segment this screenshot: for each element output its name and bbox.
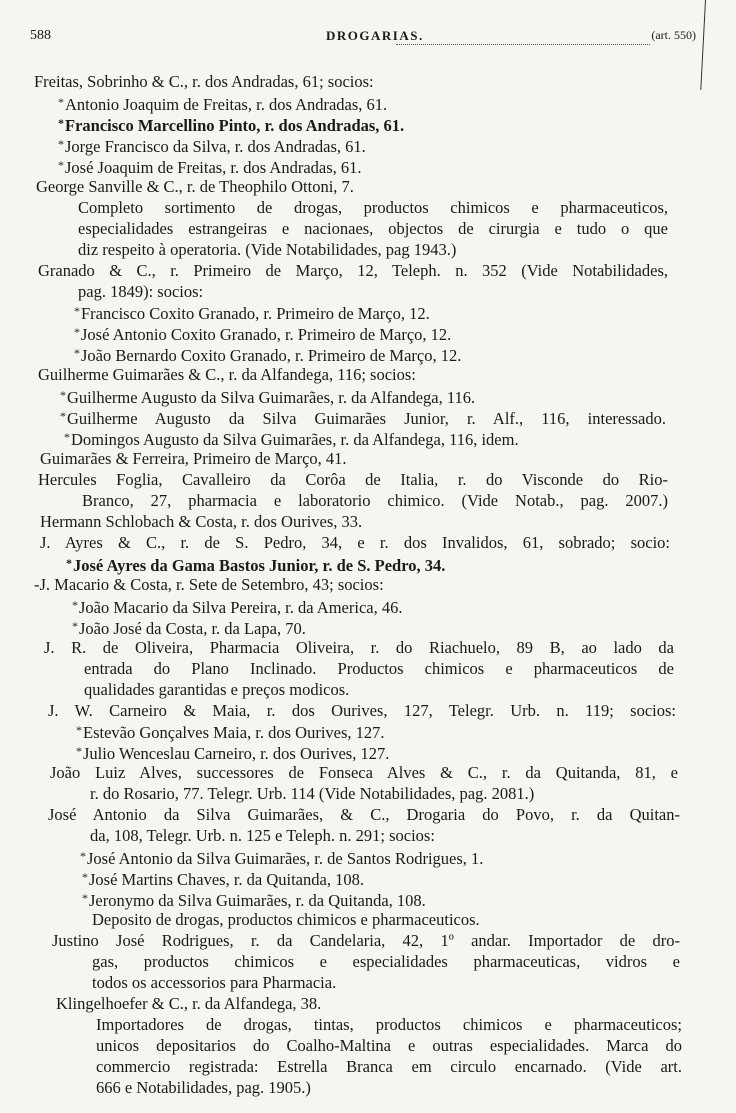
listing-line xyxy=(96,1035,682,1056)
partner-mark-icon: * xyxy=(80,849,86,864)
directory-listing xyxy=(0,71,736,1106)
partner-mark-icon: * xyxy=(58,157,64,172)
listing-text: pag. 1849): socios: xyxy=(78,281,204,301)
listing-text: Julio Wenceslau Carneiro, r. dos Ourives, 127. xyxy=(83,744,390,764)
listing-line xyxy=(78,239,456,260)
listing-line xyxy=(34,574,384,595)
listing-text: entrada do Plano Inclinado. Productos chimicos e pharmaceuticos de xyxy=(84,658,674,678)
partner-mark-icon: * xyxy=(64,430,70,445)
partner-mark-icon: * xyxy=(76,723,82,738)
listing-line xyxy=(96,1014,682,1035)
listing-text: Hermann Schlobach & Costa, r. dos Ourives, 33. xyxy=(40,511,363,531)
listing-text: qualidades garantidas e preços modicos. xyxy=(84,679,350,699)
listing-line xyxy=(72,616,306,637)
partner-mark-icon: * xyxy=(82,891,88,906)
listing-text: especialidades estrangeiras e nacionaes, objectos de cirurgia e tudo o que xyxy=(78,218,668,238)
page-number: 588 xyxy=(30,28,51,43)
listing-line xyxy=(76,741,389,762)
listing-line xyxy=(74,322,451,343)
listing-line xyxy=(36,176,354,197)
listing-text: unicos depositarios do Coalho-Maltina e outras especialidades. Marca do xyxy=(96,1035,682,1055)
partner-mark-icon: * xyxy=(58,94,64,109)
listing-text: Domingos Augusto da Silva Guimarães, r. da Alfandega, 116, idem. xyxy=(71,430,519,450)
listing-text: Antonio Joaquim de Freitas, r. dos Andradas, 61. xyxy=(65,94,388,114)
listing-line xyxy=(48,804,680,825)
listing-text: Justino José Rodrigues, r. da Candelaria, 42, 1º andar. Importador de dro- xyxy=(52,930,680,950)
listing-line xyxy=(60,406,666,427)
listing-line xyxy=(50,762,678,783)
listing-text: Hercules Foglia, Cavalleiro da Corôa de Italia, r. do Visconde do Rio- xyxy=(38,470,668,490)
listing-line xyxy=(40,511,362,532)
listing-text: João Bernardo Coxito Granado, r. Primeiro de Março, 12. xyxy=(81,346,462,366)
listing-line xyxy=(96,1056,682,1077)
listing-text: João José da Costa, r. da Lapa, 70. xyxy=(79,618,306,638)
listing-text: Guilherme Augusto da Silva Guimarães Junior, r. Alf., 116, interessado. xyxy=(67,409,666,429)
header-rule xyxy=(396,44,650,45)
listing-text: diz respeito à operatoria. (Vide Notabilidades, pag 1943.) xyxy=(78,239,457,259)
listing-text: José Antonio da Silva Guimarães, r. de Santos Rodrigues, 1. xyxy=(87,849,484,869)
listing-text: todos os accessorios para Pharmacia. xyxy=(92,972,337,992)
listing-line xyxy=(80,846,483,867)
listing-text: r. do Rosario, 77. Telegr. Urb. 114 (Vide Notabilidades, pag. 2081.) xyxy=(90,784,535,804)
partner-mark-icon: * xyxy=(74,346,80,361)
listing-text: da, 108, Telegr. Urb. n. 125 e Teleph. n. 291; socios: xyxy=(90,826,435,846)
listing-line xyxy=(56,993,321,1014)
listing-text: José Antonio Coxito Granado, r. Primeiro de Março, 12. xyxy=(81,325,452,345)
listing-text: Jorge Francisco da Silva, r. dos Andradas, 61. xyxy=(65,136,366,156)
listing-line xyxy=(34,71,374,92)
listing-line xyxy=(48,700,676,721)
listing-line xyxy=(38,469,668,490)
listing-text: J. Ayres & C., r. de S. Pedro, 34, e r. dos Invalidos, 61, sobrado; socio: xyxy=(40,532,670,552)
listing-line xyxy=(66,553,445,574)
listing-line xyxy=(74,301,430,322)
listing-text: José Antonio da Silva Guimarães, & C., Drogaria do Povo, r. da Quitan- xyxy=(48,805,680,825)
partner-mark-icon: * xyxy=(82,870,88,885)
listing-text: Guilherme Augusto da Silva Guimarães, r. da Alfandega, 116. xyxy=(67,388,476,408)
partner-mark-icon: * xyxy=(74,304,80,319)
listing-text: Guilherme Guimarães & C., r. da Alfandega, 116; socios: xyxy=(38,365,416,385)
partner-mark-icon: * xyxy=(72,597,78,612)
listing-line xyxy=(92,909,480,930)
listing-line xyxy=(58,92,387,113)
listing-line xyxy=(78,281,203,302)
listing-line xyxy=(38,260,668,281)
listing-text: José Ayres da Gama Bastos Junior, r. de S. Pedro, 34. xyxy=(73,555,446,575)
partner-mark-icon: * xyxy=(60,388,66,403)
listing-text: George Sanville & C., r. de Theophilo Ottoni, 7. xyxy=(36,176,354,196)
listing-line xyxy=(40,532,670,553)
listing-line xyxy=(76,720,385,741)
listing-line xyxy=(58,155,362,176)
partner-mark-icon: * xyxy=(72,618,78,633)
listing-text: Freitas, Sobrinho & C., r. dos Andradas, 61; socios: xyxy=(34,72,374,91)
listing-text: Granado & C., r. Primeiro de Março, 12, Teleph. n. 352 (Vide Notabilidades, xyxy=(38,260,668,280)
partner-mark-icon: * xyxy=(58,115,64,130)
listing-line xyxy=(58,113,404,134)
listing-line xyxy=(78,218,668,239)
listing-line xyxy=(84,658,674,679)
listing-text: Deposito de drogas, productos chimicos e pharmaceuticos. xyxy=(92,910,480,929)
listing-line xyxy=(96,1077,311,1098)
listing-text: Importadores de drogas, tintas, productos chimicos e pharmaceuticos; xyxy=(96,1014,682,1034)
listing-text: Estevão Gonçalves Maia, r. dos Ourives, 127. xyxy=(83,723,385,743)
page-title: DROGARIAS. xyxy=(326,28,424,43)
listing-line xyxy=(40,448,347,469)
partner-mark-icon: * xyxy=(74,325,80,340)
listing-line xyxy=(90,825,435,846)
listing-line xyxy=(82,867,364,888)
listing-line xyxy=(92,972,336,993)
listing-text: Francisco Marcellino Pinto, r. dos Andradas, 61. xyxy=(65,115,405,135)
listing-line xyxy=(90,783,534,804)
listing-line xyxy=(38,364,416,385)
listing-line xyxy=(74,343,461,364)
listing-text: commercio registrada: Estrella Branca em circulo encarnado. (Vide art. xyxy=(96,1056,682,1076)
listing-text: João Macario da Silva Pereira, r. da America, 46. xyxy=(79,597,403,617)
listing-text: Jeronymo da Silva Guimarães, r. da Quitanda, 108. xyxy=(89,891,426,911)
listing-text: -J. Macario & Costa, r. Sete de Setembro, 43; socios: xyxy=(34,574,384,594)
listing-text: J. W. Carneiro & Maia, r. dos Ourives, 127, Telegr. Urb. n. 119; socios: xyxy=(48,700,676,720)
listing-text: gas, productos chimicos e especialidades pharmaceuticas, vidros e xyxy=(92,951,680,971)
listing-text: 666 e Notabilidades, pag. 1905.) xyxy=(96,1077,311,1097)
listing-text: Francisco Coxito Granado, r. Primeiro de Março, 12. xyxy=(81,304,430,324)
partner-mark-icon: * xyxy=(58,136,64,151)
listing-text: José Joaquim de Freitas, r. dos Andradas, 61. xyxy=(65,157,362,177)
partner-mark-icon: * xyxy=(76,744,82,759)
partner-mark-icon: * xyxy=(60,409,66,424)
listing-line xyxy=(58,134,366,155)
listing-line xyxy=(82,490,668,511)
listing-text: João Luiz Alves, successores de Fonseca Alves & C., r. da Quitanda, 81, e xyxy=(50,763,678,783)
partner-mark-icon: * xyxy=(66,555,72,570)
article-ref: (art. 550) xyxy=(651,28,696,42)
listing-line xyxy=(44,637,674,658)
listing-line xyxy=(82,888,426,909)
listing-text: J. R. de Oliveira, Pharmacia Oliveira, r. do Riachuelo, 89 B, ao lado da xyxy=(44,637,674,657)
listing-line xyxy=(60,385,475,406)
listing-line xyxy=(64,427,519,448)
listing-line xyxy=(84,679,349,700)
listing-text: José Martins Chaves, r. da Quitanda, 108. xyxy=(89,870,364,890)
listing-line xyxy=(72,595,402,616)
page-header xyxy=(30,28,710,52)
listing-line xyxy=(92,951,680,972)
listing-text: Guimarães & Ferreira, Primeiro de Março, 41. xyxy=(40,449,347,469)
listing-text: Completo sortimento de drogas, productos chimicos e pharmaceuticos, xyxy=(78,197,668,217)
listing-text: Branco, 27, pharmacia e laboratorio chimico. (Vide Notab., pag. 2007.) xyxy=(82,491,668,510)
listing-text: Klingelhoefer & C., r. da Alfandega, 38. xyxy=(56,993,322,1013)
listing-line xyxy=(52,930,680,951)
listing-line xyxy=(78,197,668,218)
